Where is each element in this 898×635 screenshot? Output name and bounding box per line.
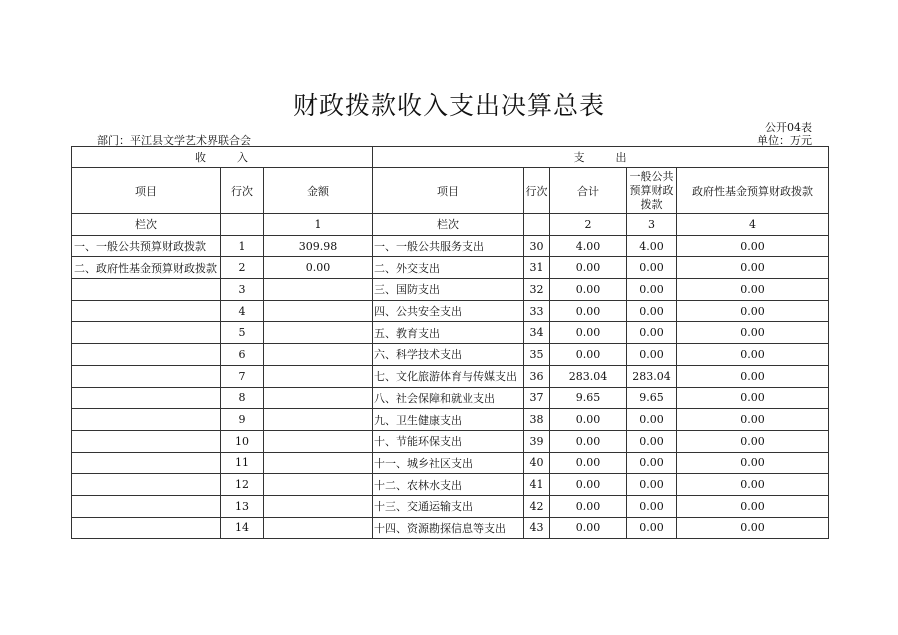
expense-fund-budget: 0.00: [677, 517, 829, 539]
income-item: [72, 474, 221, 496]
income-amount: [264, 387, 373, 409]
expense-general-budget: 0.00: [627, 495, 677, 517]
income-amount: 0.00: [264, 257, 373, 279]
expense-item: 十、节能环保支出: [373, 430, 524, 452]
expense-fund-budget: 0.00: [677, 452, 829, 474]
expense-general-budget: 9.65: [627, 387, 677, 409]
expense-fund-budget: 0.00: [677, 279, 829, 301]
expense-total: 0.00: [550, 409, 627, 431]
expense-row-no: 34: [524, 322, 550, 344]
expense-total: 0.00: [550, 257, 627, 279]
expense-fund-budget: 0.00: [677, 495, 829, 517]
col-number-label-expense: 栏次: [373, 214, 524, 236]
income-item: [72, 279, 221, 301]
expense-row-no: 37: [524, 387, 550, 409]
expense-row-no: 43: [524, 517, 550, 539]
expense-total: 0.00: [550, 279, 627, 301]
expense-total: 0.00: [550, 474, 627, 496]
expense-item: 十一、城乡社区支出: [373, 452, 524, 474]
income-amount: 309.98: [264, 235, 373, 257]
expense-general-budget: 0.00: [627, 452, 677, 474]
table-row: [72, 474, 829, 496]
col-number-label: 栏次: [72, 214, 221, 236]
header-row-no-expense: 行次: [524, 168, 550, 214]
table-row: [72, 409, 829, 431]
expense-general-budget: 283.04: [627, 365, 677, 387]
income-row-no: 7: [221, 365, 264, 387]
table-row: [72, 430, 829, 452]
income-amount: [264, 322, 373, 344]
income-item: [72, 365, 221, 387]
income-item: [72, 344, 221, 366]
col-number-3: 3: [627, 214, 677, 236]
expense-row-no: 35: [524, 344, 550, 366]
table-row: [72, 452, 829, 474]
expense-row-no: 31: [524, 257, 550, 279]
table-row: [72, 387, 829, 409]
income-row-no: 12: [221, 474, 264, 496]
expense-item: 六、科学技术支出: [373, 344, 524, 366]
income-item: 二、政府性基金预算财政拨款: [72, 257, 221, 279]
expense-total: 283.04: [550, 365, 627, 387]
column-header-row: [72, 168, 829, 214]
income-amount: [264, 495, 373, 517]
expense-section-header: 支 出: [373, 147, 829, 168]
expense-row-no: 33: [524, 300, 550, 322]
income-amount: [264, 279, 373, 301]
expense-total: 9.65: [550, 387, 627, 409]
income-amount: [264, 344, 373, 366]
header-fund-budget: 政府性基金预算财政拨款: [677, 168, 829, 214]
income-amount: [264, 452, 373, 474]
expense-item: 十四、资源勘探信息等支出: [373, 517, 524, 539]
header-item: 项目: [72, 168, 221, 214]
expense-general-budget: 0.00: [627, 430, 677, 452]
income-item: [72, 517, 221, 539]
expense-total: 0.00: [550, 322, 627, 344]
expense-item: 九、卫生健康支出: [373, 409, 524, 431]
expense-item: 一、一般公共服务支出: [373, 235, 524, 257]
expense-fund-budget: 0.00: [677, 474, 829, 496]
income-amount: [264, 474, 373, 496]
expense-row-no: 42: [524, 495, 550, 517]
expense-item: 十三、交通运输支出: [373, 495, 524, 517]
expense-row-no: 30: [524, 235, 550, 257]
expense-general-budget: 0.00: [627, 300, 677, 322]
income-item: 一、一般公共预算财政拨款: [72, 235, 221, 257]
income-row-no: 9: [221, 409, 264, 431]
table-row: [72, 257, 829, 279]
income-item: [72, 452, 221, 474]
page-title: 财政拨款收入支出决算总表: [292, 91, 605, 120]
expense-item: 七、文化旅游体育与传媒支出: [373, 365, 524, 387]
header-row-no: 行次: [221, 168, 264, 214]
expense-general-budget: 0.00: [627, 279, 677, 301]
table-row: [72, 322, 829, 344]
expense-total: 0.00: [550, 517, 627, 539]
table-row: [72, 279, 829, 301]
income-row-no: 3: [221, 279, 264, 301]
expense-fund-budget: 0.00: [677, 430, 829, 452]
expense-item: 十二、农林水支出: [373, 474, 524, 496]
income-row-no: 8: [221, 387, 264, 409]
income-row-no: 5: [221, 322, 264, 344]
income-amount: [264, 300, 373, 322]
expense-general-budget: 0.00: [627, 409, 677, 431]
income-row-no: 2: [221, 257, 264, 279]
expense-row-no: 41: [524, 474, 550, 496]
header-amount: 金额: [264, 168, 373, 214]
table-row: [72, 300, 829, 322]
budget-table: [71, 146, 829, 539]
expense-item: 四、公共安全支出: [373, 300, 524, 322]
expense-fund-budget: 0.00: [677, 344, 829, 366]
expense-fund-budget: 0.00: [677, 235, 829, 257]
income-item: [72, 300, 221, 322]
income-row-no: 13: [221, 495, 264, 517]
expense-fund-budget: 0.00: [677, 257, 829, 279]
header-item-expense: 项目: [373, 168, 524, 214]
col-number-2: 2: [550, 214, 627, 236]
form-number: 公开04表: [765, 121, 812, 134]
expense-item: 三、国防支出: [373, 279, 524, 301]
expense-general-budget: 0.00: [627, 474, 677, 496]
income-section-header: 收 入: [72, 147, 373, 168]
expense-general-budget: 0.00: [627, 257, 677, 279]
expense-row-no: 39: [524, 430, 550, 452]
table-row: [72, 344, 829, 366]
table-row: [72, 365, 829, 387]
expense-general-budget: 0.00: [627, 322, 677, 344]
income-row-no: 11: [221, 452, 264, 474]
income-amount: [264, 409, 373, 431]
expense-general-budget: 0.00: [627, 344, 677, 366]
expense-item: 五、教育支出: [373, 322, 524, 344]
col-number-empty: [221, 214, 264, 236]
expense-total: 0.00: [550, 300, 627, 322]
income-item: [72, 430, 221, 452]
income-item: [72, 322, 221, 344]
expense-row-no: 40: [524, 452, 550, 474]
expense-fund-budget: 0.00: [677, 387, 829, 409]
expense-fund-budget: 0.00: [677, 300, 829, 322]
expense-total: 0.00: [550, 430, 627, 452]
unit-label: 单位：万元: [757, 134, 812, 147]
expense-item: 二、外交支出: [373, 257, 524, 279]
income-row-no: 1: [221, 235, 264, 257]
column-number-row: [72, 214, 829, 236]
expense-total: 0.00: [550, 344, 627, 366]
expense-fund-budget: 0.00: [677, 322, 829, 344]
table-row: [72, 517, 829, 539]
expense-general-budget: 4.00: [627, 235, 677, 257]
header-total: 合计: [550, 168, 627, 214]
header-general-budget: 一般公共预算财政拨款: [627, 168, 677, 214]
department-label: 部门：平江县文学艺术界联合会: [97, 134, 251, 147]
section-header-row: [72, 147, 829, 168]
col-number-empty-expense: [524, 214, 550, 236]
expense-row-no: 36: [524, 365, 550, 387]
income-row-no: 10: [221, 430, 264, 452]
expense-general-budget: 0.00: [627, 517, 677, 539]
expense-total: 0.00: [550, 495, 627, 517]
expense-fund-budget: 0.00: [677, 365, 829, 387]
expense-total: 4.00: [550, 235, 627, 257]
income-item: [72, 409, 221, 431]
income-row-no: 6: [221, 344, 264, 366]
col-number-1: 1: [264, 214, 373, 236]
col-number-4: 4: [677, 214, 829, 236]
income-amount: [264, 430, 373, 452]
expense-total: 0.00: [550, 452, 627, 474]
income-item: [72, 495, 221, 517]
expense-row-no: 32: [524, 279, 550, 301]
table-row: [72, 495, 829, 517]
expense-item: 八、社会保障和就业支出: [373, 387, 524, 409]
income-row-no: 4: [221, 300, 264, 322]
expense-row-no: 38: [524, 409, 550, 431]
income-amount: [264, 365, 373, 387]
income-row-no: 14: [221, 517, 264, 539]
income-item: [72, 387, 221, 409]
expense-fund-budget: 0.00: [677, 409, 829, 431]
income-amount: [264, 517, 373, 539]
table-row: [72, 235, 829, 257]
